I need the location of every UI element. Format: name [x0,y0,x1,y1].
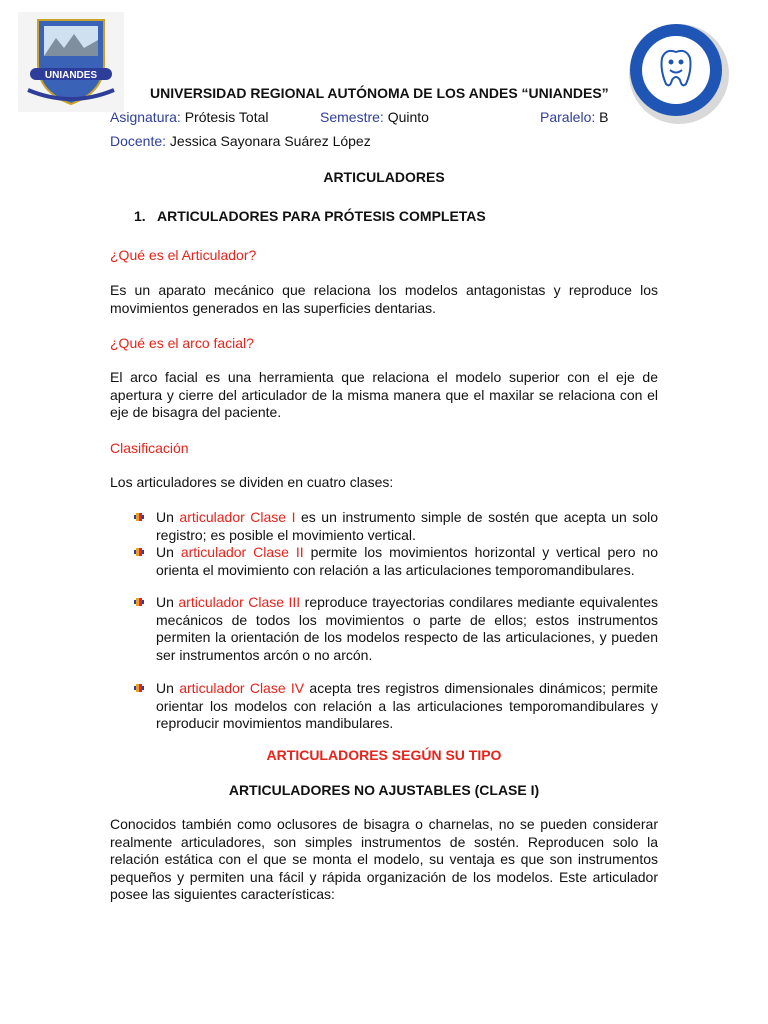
parallel-line [540,109,609,125]
types-heading: ARTICULADORES SEGÚN SU TIPO [266,747,502,763]
paragraph-facial-arch: El arco facial es una herramienta que relaciona el modelo superior con el eje de apertura y cierre del articulador de la misma manera que el maxilar se relaciona con el eje de bisagra del paciente. [110,369,658,420]
list-item-body: permite los movimientos horizontal y vertical pero no orienta el movimiento con relación a las articulaciones temporomandibulares. [156,544,658,578]
paragraph-non-adjustable: Conocidos también como oclusores de bisagra o charnelas, no se pueden considerar realmente articuladores, son simples instrumentos de sostén. Reproducen solo la relación estática con el que se monta el modelo, su ventaja es que son instrumentos pequeños y permiten una fácil y rápida organización de los modelos. Este articulador posee las siguientes características: [110,816,658,902]
classification-heading: Clasificación [110,440,189,456]
semester-label: Semestre: [320,109,384,125]
university-name: UNIVERSIDAD REGIONAL AUTÓNOMA DE LOS ANDES “UNIANDES” [150,85,609,101]
parallel-value: B [595,109,609,125]
list-item-class-3 [156,594,658,664]
list-item-prefix: Un [156,544,181,560]
teacher-value: Jessica Sayonara Suárez López [166,133,371,149]
teacher-line [110,133,371,149]
list-item-class-1 [156,509,658,544]
bullet-icon [132,595,146,609]
svg-text:UNIANDES: UNIANDES [44,70,98,81]
document-title: ARTICULADORES [323,169,445,185]
teacher-label: Docente: [110,133,167,149]
list-item-body: es un instrumento simple de sostén que acepta un solo registro; es posible el movimiento vertical. [156,509,658,543]
list-item-class-2 [156,544,658,579]
list-item-prefix: Un [156,680,180,696]
parallel-label: Paralelo: [540,109,596,125]
class-2-term: articulador Clase II [180,544,304,560]
class-3-term: articulador Clase III [178,594,301,610]
list-item-class-4 [156,680,658,733]
list-item-prefix: Un [156,594,179,610]
list-item-body: reproduce trayectorias condilares mediante equivalentes mecánicos de todos los movimientos o parte de ellos; estos instrumentos permiten la orientación de los modelos respecto de las articulaciones, y pueden ser instrumentos arcón o no arcón. [156,594,659,663]
question-facial-arch: ¿Qué es el arco facial? [110,335,254,351]
class-4-term: articulador Clase IV [179,680,305,696]
class-1-term: articulador Clase I [179,509,296,525]
uniandes-logo [18,12,124,112]
bullet-icon [132,510,146,524]
non-adjustable-heading: ARTICULADORES NO AJUSTABLES (CLASE I) [228,782,540,798]
section-number: 1. [134,208,146,224]
odontologia-seal [626,22,736,130]
paragraph-articulator: Es un aparato mecánico que relaciona los modelos antagonistas y reproduce los movimientos generados en las superficies dentarias. [110,282,658,316]
semester-value: Quinto [383,109,429,125]
question-articulator: ¿Qué es el Articulador? [110,247,257,263]
subject-value: Prótesis Total [180,109,269,125]
section-title: ARTICULADORES PARA PRÓTESIS COMPLETAS [157,208,486,224]
list-item-prefix: Un [156,509,180,525]
bullet-icon [132,545,146,559]
subject-label: Asignatura: [110,109,181,125]
semester-line [320,109,429,125]
classification-intro: Los articuladores se dividen en cuatro clases: [110,474,394,490]
list-item-body: acepta tres registros dimensionales dinámicos; permite orientar los modelos con relación a las articulaciones temporomandibulares y reproducir movimientos mandibulares. [156,680,658,731]
subject-line [110,109,269,125]
bullet-icon [132,681,146,695]
